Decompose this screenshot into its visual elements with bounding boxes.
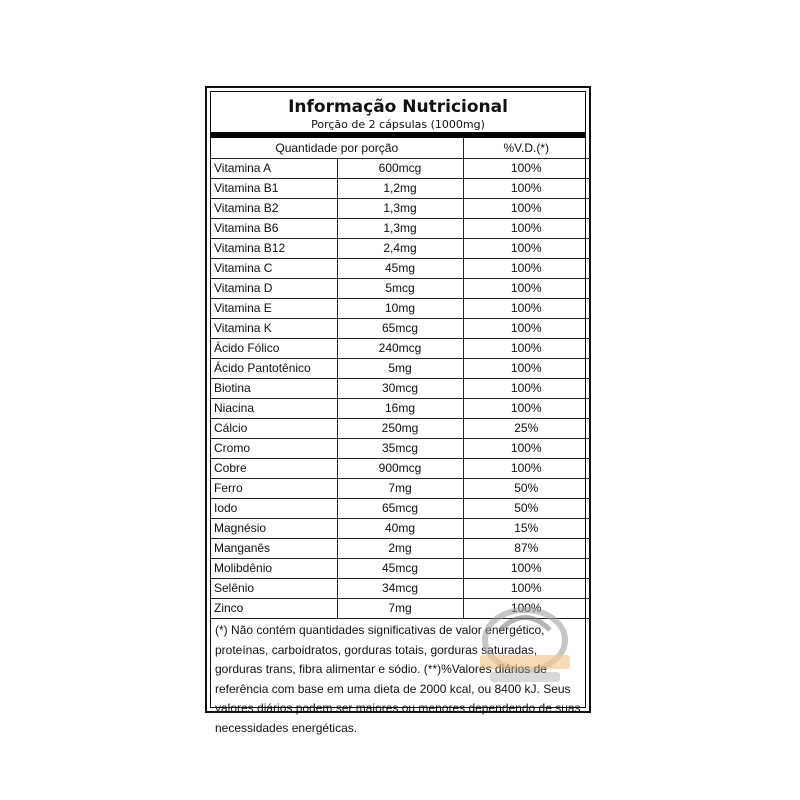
nutrient-daily-value: 50% xyxy=(463,499,589,519)
nutrient-name: Vitamina B2 xyxy=(211,199,337,219)
nutrient-name: Vitamina A xyxy=(211,159,337,179)
table-row xyxy=(211,159,589,179)
nutrient-name: Cromo xyxy=(211,439,337,459)
nutrient-name: Ácido Fólico xyxy=(211,339,337,359)
nutrient-amount: 65mcg xyxy=(337,319,463,339)
table-row xyxy=(211,519,589,539)
nutrient-amount: 35mcg xyxy=(337,439,463,459)
nutrient-amount: 2,4mg xyxy=(337,239,463,259)
nutrient-amount: 7mg xyxy=(337,479,463,499)
nutrient-amount: 250mg xyxy=(337,419,463,439)
panel-title: Informação Nutricional xyxy=(288,97,508,117)
table-row xyxy=(211,359,589,379)
table-row xyxy=(211,279,589,299)
nutrient-amount: 65mcg xyxy=(337,499,463,519)
nutrient-amount: 30mcg xyxy=(337,379,463,399)
nutrient-amount: 5mg xyxy=(337,359,463,379)
nutrient-daily-value: 100% xyxy=(463,439,589,459)
nutrient-daily-value: 50% xyxy=(463,479,589,499)
nutrient-amount: 45mg xyxy=(337,259,463,279)
nutrient-name: Manganês xyxy=(211,539,337,559)
nutrient-amount: 40mg xyxy=(337,519,463,539)
table-row xyxy=(211,599,589,619)
nutrient-daily-value: 100% xyxy=(463,559,589,579)
nutrition-table xyxy=(211,138,589,619)
nutrient-daily-value: 15% xyxy=(463,519,589,539)
table-header-row xyxy=(211,138,589,159)
nutrient-name: Vitamina B6 xyxy=(211,219,337,239)
nutrient-name: Vitamina E xyxy=(211,299,337,319)
table-row xyxy=(211,499,589,519)
nutrient-amount: 1,2mg xyxy=(337,179,463,199)
nutrient-name: Vitamina B12 xyxy=(211,239,337,259)
nutrient-name: Vitamina D xyxy=(211,279,337,299)
nutrient-amount: 45mcg xyxy=(337,559,463,579)
nutrient-name: Biotina xyxy=(211,379,337,399)
nutrient-name: Vitamina B1 xyxy=(211,179,337,199)
nutrient-daily-value: 100% xyxy=(463,379,589,399)
nutrient-daily-value: 100% xyxy=(463,299,589,319)
nutrient-amount: 2mg xyxy=(337,539,463,559)
nutrient-amount: 1,3mg xyxy=(337,199,463,219)
nutrient-name: Cálcio xyxy=(211,419,337,439)
table-row xyxy=(211,559,589,579)
table-row xyxy=(211,239,589,259)
table-row xyxy=(211,299,589,319)
nutrient-name: Selênio xyxy=(211,579,337,599)
nutrition-facts-inner-frame xyxy=(210,91,586,735)
nutrient-daily-value: 100% xyxy=(463,259,589,279)
table-row xyxy=(211,539,589,559)
nutrient-name: Molibdênio xyxy=(211,559,337,579)
footnote: (*) Não contém quantidades significativas de valor energético, proteínas, carboidratos, gorduras totais, gorduras saturadas, gorduras trans, fibra alimentar e sódio. (**)%Valores diários de referência com base em uma dieta de 2000 kcal, ou 8400 kJ. Seus valores diários podem ser maiores ou menores dependendo de suas necessidades energéticas. xyxy=(215,623,581,735)
table-row xyxy=(211,179,589,199)
table-row xyxy=(211,479,589,499)
nutrient-daily-value: 100% xyxy=(463,459,589,479)
nutrient-amount: 34mcg xyxy=(337,579,463,599)
nutrient-daily-value: 100% xyxy=(463,579,589,599)
nutrient-daily-value: 100% xyxy=(463,219,589,239)
table-row xyxy=(211,219,589,239)
serving-size: Porção de 2 cápsulas (1000mg) xyxy=(311,118,485,131)
nutrient-daily-value: 100% xyxy=(463,159,589,179)
nutrient-daily-value: 100% xyxy=(463,239,589,259)
nutrient-name: Magnésio xyxy=(211,519,337,539)
nutrient-name: Vitamina C xyxy=(211,259,337,279)
nutrient-name: Ferro xyxy=(211,479,337,499)
nutrient-daily-value: 100% xyxy=(463,339,589,359)
nutrient-daily-value: 100% xyxy=(463,359,589,379)
nutrient-daily-value: 100% xyxy=(463,319,589,339)
nutrient-amount: 240mcg xyxy=(337,339,463,359)
table-row xyxy=(211,459,589,479)
nutrient-name: Vitamina K xyxy=(211,319,337,339)
nutrition-facts-panel xyxy=(205,86,591,735)
nutrient-amount: 10mg xyxy=(337,299,463,319)
table-row xyxy=(211,259,589,279)
nutrient-daily-value: 100% xyxy=(463,199,589,219)
nutrient-name: Cobre xyxy=(211,459,337,479)
nutrient-amount: 600mcg xyxy=(337,159,463,179)
nutrient-daily-value: 100% xyxy=(463,279,589,299)
nutrient-amount: 16mg xyxy=(337,399,463,419)
nutrient-name: Zinco xyxy=(211,599,337,619)
dv-column-header: %V.D.(*) xyxy=(463,138,589,159)
table-row xyxy=(211,399,589,419)
nutrient-daily-value: 87% xyxy=(463,539,589,559)
table-row xyxy=(211,419,589,439)
table-row xyxy=(211,439,589,459)
nutrition-rows xyxy=(211,159,589,619)
table-row xyxy=(211,379,589,399)
table-row xyxy=(211,319,589,339)
nutrient-daily-value: 100% xyxy=(463,599,589,619)
nutrient-name: Ácido Pantotênico xyxy=(211,359,337,379)
nutrient-daily-value: 100% xyxy=(463,399,589,419)
nutrient-amount: 7mg xyxy=(337,599,463,619)
nutrient-amount: 5mcg xyxy=(337,279,463,299)
table-row xyxy=(211,199,589,219)
nutrient-amount: 1,3mg xyxy=(337,219,463,239)
table-row xyxy=(211,339,589,359)
nutrient-name: Niacina xyxy=(211,399,337,419)
nutrient-amount: 900mcg xyxy=(337,459,463,479)
nutrient-name: Iodo xyxy=(211,499,337,519)
nutrient-daily-value: 100% xyxy=(463,179,589,199)
table-row xyxy=(211,579,589,599)
quantity-column-header: Quantidade por porção xyxy=(211,138,463,159)
nutrient-daily-value: 25% xyxy=(463,419,589,439)
